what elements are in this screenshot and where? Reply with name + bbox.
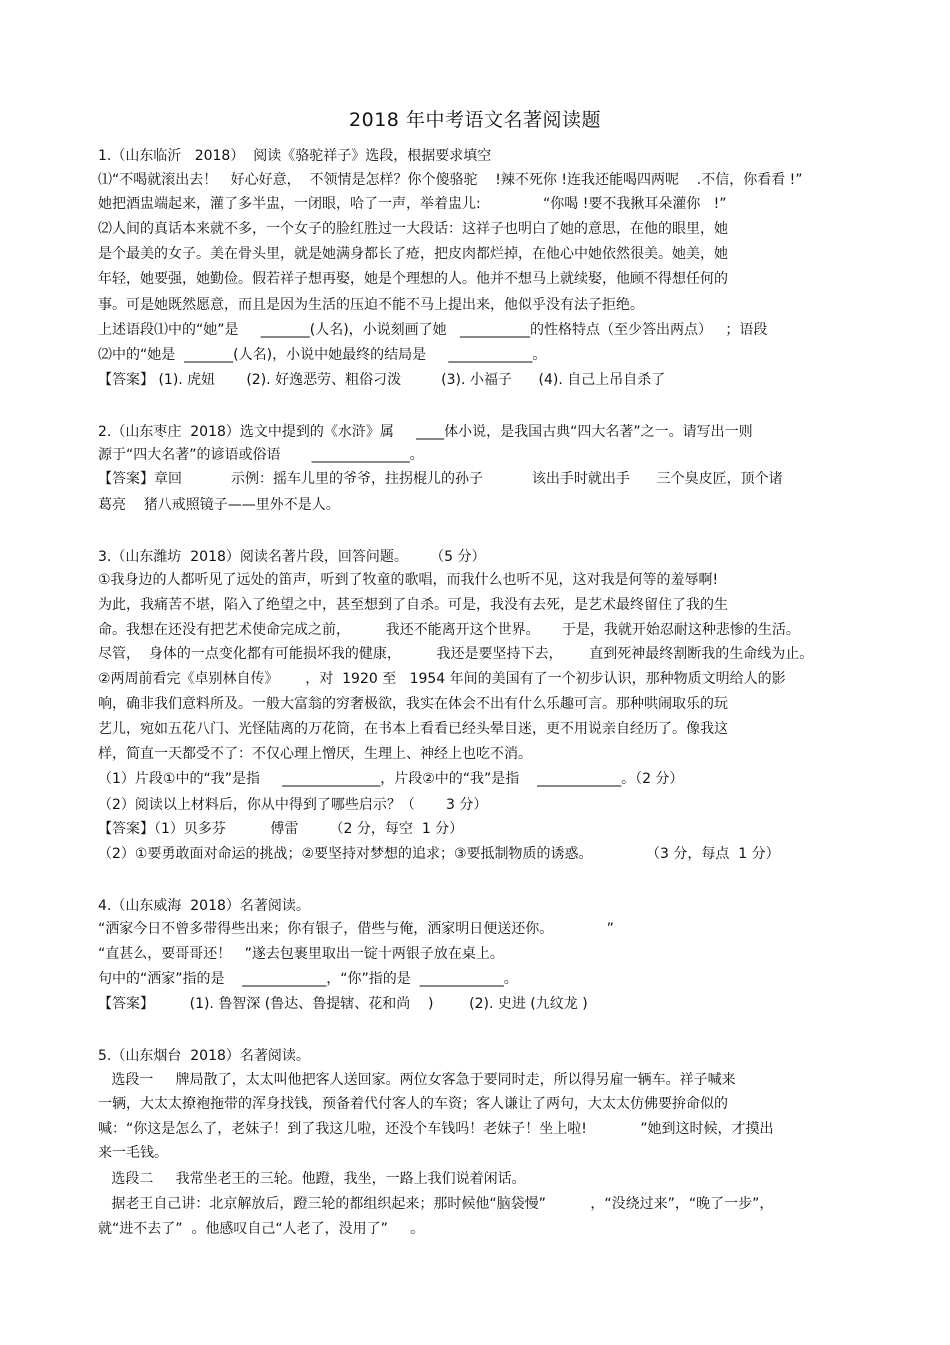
- q3-question-line: （1）片段①中的“我”是指 ______________，片段②中的“我”是指 ____________。（2 分）: [98, 771, 684, 787]
- q4-passage-line: “洒家今日不曾多带得些出来；你有银子，借些与俺，洒家明日便送还你。 ”: [98, 921, 614, 937]
- q1-passage-line: 是个最美的女子。美在骨头里，就是她满身都长了疮，把皮肉都烂掉，在他心中她依然很美。她美，她: [98, 246, 728, 262]
- q4-answer: 【答案】 (1). 鲁智深 (鲁达、鲁提辖、花和尚 ) (2). 史进 (九纹龙 ): [98, 996, 588, 1012]
- q4-header: 4.（山东威海 2018）名著阅读。: [98, 898, 310, 914]
- q1-passage-line: 年轻，她要强，她勤俭。假若祥子想再娶，她是个理想的人。他并不想马上就续娶，他顾不得想任何的: [98, 271, 728, 287]
- q1-answer: 【答案】 (1). 虎妞 (2). 好逸恶劳、粗俗刁泼 (3). 小福子 (4). 自己上吊自杀了: [98, 372, 666, 388]
- q4-question-line: 句中的“洒家”指的是 ____________，“你”指的是 ____________。: [98, 971, 518, 987]
- q5-passage-line: 喊：“你这是怎么了，老妹子！到了我这儿啦，还没个车钱吗！老妹子！坐上啦! ”她到这时候，才摸出: [98, 1121, 774, 1137]
- q3-passage-line: 命。我想在还没有把艺术使命完成之前， 我还不能离开这个世界。 于是，我就开始忍耐这种悲惨的生活。: [98, 622, 800, 638]
- q1-passage-line: 事。可是她既然愿意，而且是因为生活的压迫不能不马上提出来，他似乎没有法子拒绝。: [98, 297, 644, 313]
- q3-passage-line: 艺儿，宛如五花八门、光怪陆离的万花筒，在书本上看看已经头晕目迷，更不用说亲自经历了。像我这: [98, 721, 728, 737]
- q5-passage-line: 选段二 我常坐老王的三轮。他蹬，我坐，一路上我们说着闲话。: [98, 1171, 526, 1187]
- document-title: 2018 年中考语文名著阅读题: [349, 109, 601, 131]
- q3-passage-line: ①我身边的人都听见了远处的笛声，听到了牧童的歌唱，而我什么也听不见，这对我是何等的羞辱啊!: [98, 572, 719, 588]
- q5-header: 5.（山东烟台 2018）名著阅读。: [98, 1048, 310, 1064]
- q5-passage-line: 就“进不去了” 。他感叹自己“人老了，没用了” 。: [98, 1221, 425, 1237]
- q1-question-line: 上述语段⑴中的“她”是 _______(人名)，小说刻画了她 __________的性格特点（至少答出两点） ；语段: [98, 322, 768, 338]
- q5-passage-line: 选段一 牌局散了，太太叫他把客人送回家。两位女客急于要同时走，所以得另雇一辆车。祥子喊来: [98, 1072, 736, 1088]
- q1-header: 1.（山东临沂 2018） 阅读《骆驼祥子》选段，根据要求填空: [98, 148, 492, 164]
- q3-passage-line: ②两周前看完《卓别林自传》 ，对 1920 至 1954 年间的美国有了一个初步认识，那种物质文明给人的影: [98, 671, 786, 687]
- q3-header: 3.（山东潍坊 2018）阅读名著片段，回答问题。 （5 分）: [98, 549, 486, 565]
- q2-header: 2.（山东枣庄 2018）选文中提到的《水浒》属 ____体小说，是我国古典“四大名著”之一。请写出一则: [98, 424, 753, 440]
- q3-passage-line: 为此，我痛苦不堪，陷入了绝望之中，甚至想到了自杀。可是，我没有去死，是艺术最终留住了我的生: [98, 597, 728, 613]
- q3-question-line: （2）阅读以上材料后，你从中得到了哪些启示？（ 3 分）: [98, 797, 488, 813]
- q5-passage-line: 一辆，大太太撩袍拖带的浑身找钱，预备着代付客人的车资；客人谦让了两句，大太太仿佛要拚命似的: [98, 1096, 728, 1112]
- q3-passage-line: 尽管， 身体的一点变化都有可能损坏我的健康， 我还是要坚持下去， 直到死神最终割断我的生命线为止。: [98, 646, 814, 662]
- q1-passage-line: 她把酒盅端起来，灌了多半盅，一闭眼，哈了一声，举着盅儿: “你喝 !要不我揪耳朵灌你 !”: [98, 196, 727, 212]
- q2-answer: 葛亮 猪八戒照镜子——里外不是人。: [98, 497, 340, 513]
- q2-question-line: 源于“四大名著”的谚语或俗语 ______________。: [98, 447, 424, 463]
- q1-question-line: ⑵中的“她是 _______(人名)，小说中她最终的结局是 ____________。: [98, 347, 547, 363]
- q4-passage-line: “直甚么，要哥哥还！ ”遂去包裹里取出一锭十两银子放在桌上。: [98, 946, 504, 962]
- q1-passage-line: ⑴“不喝就滚出去！ 好心好意， 不领情是怎样？你个傻骆驼 !辣不死你 !连我还能喝四两呢 .不信，你看看 !”: [98, 172, 803, 188]
- q1-passage-line: ⑵人间的真话本来就不多，一个女子的脸红胜过一大段话：这祥子也明白了她的意思，在他的眼里，她: [98, 221, 728, 237]
- q3-answer: 【答案】（1）贝多芬 傅雷 （2 分，每空 1 分）: [98, 821, 464, 837]
- q5-passage-line: 来一毛钱。: [98, 1145, 168, 1161]
- q5-passage-line: 据老王自己讲：北京解放后，蹬三轮的都组织起来；那时候他“脑袋慢” ，“没绕过来”，“晚了一步”，: [98, 1196, 774, 1212]
- q3-answer: （2）①要勇敢面对命运的挑战；②要坚持对梦想的追求；③要抵制物质的诱惑。 （3 分，每点 1 分）: [98, 846, 780, 862]
- q3-passage-line: 样，简直一天都受不了：不仅心理上憎厌，生理上、神经上也吃不消。: [98, 746, 532, 762]
- q2-answer: 【答案】章回 示例：摇车儿里的爷爷，拄拐棍儿的孙子 该出手时就出手 三个臭皮匠，顶个诸: [98, 471, 783, 487]
- q3-passage-line: 响，确非我们意料所及。一般大富翁的穷奢极欲，我实在体会不出有什么乐趣可言。那种哄闹取乐的玩: [98, 696, 728, 712]
